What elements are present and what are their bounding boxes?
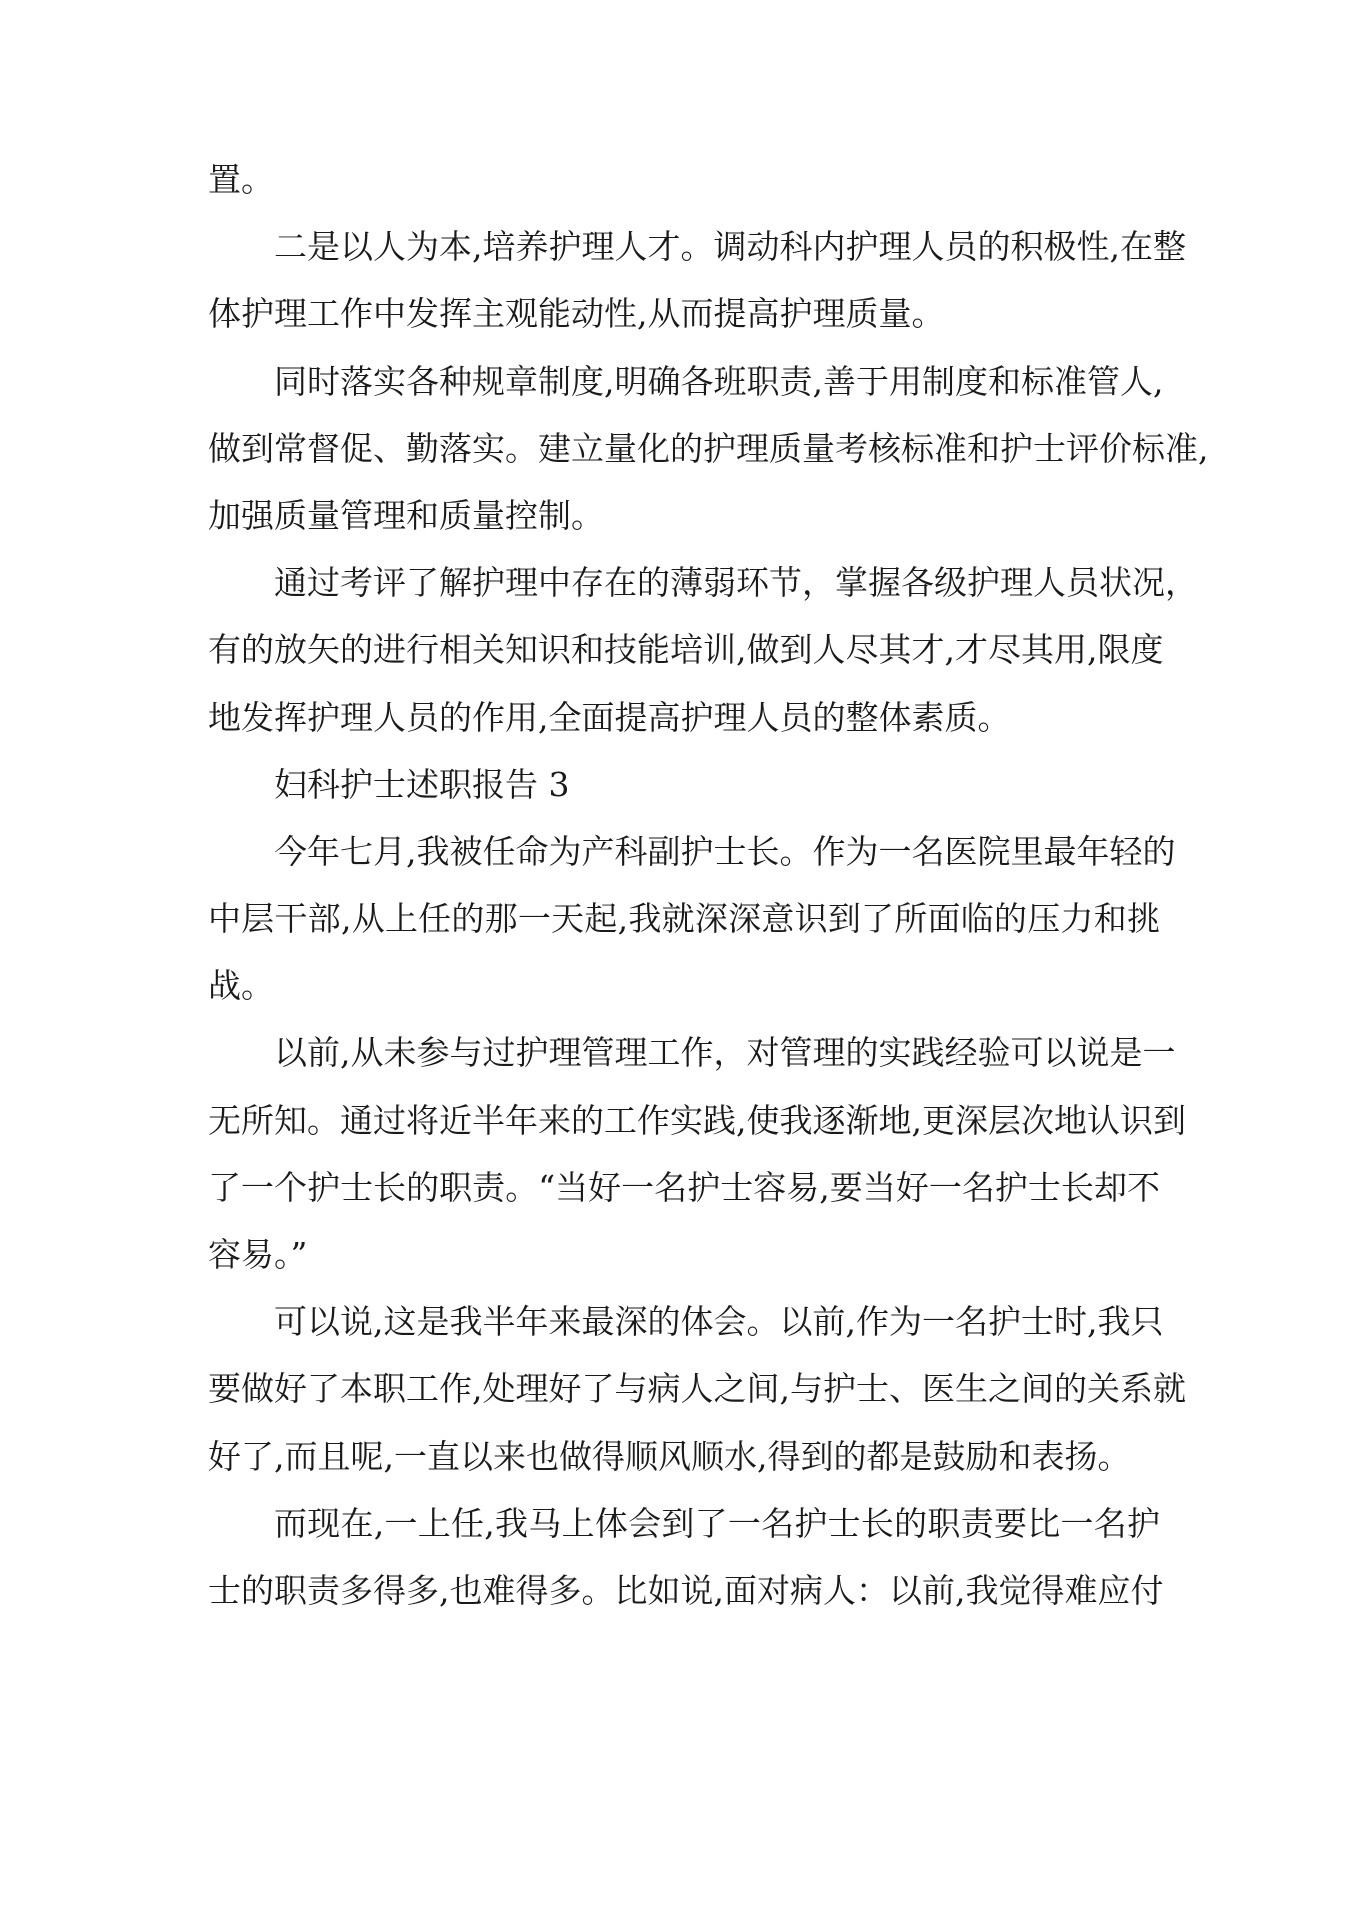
- text-line: 以前,从未参与过护理管理工作，对管理的实践经验可以说是一: [274, 1033, 1176, 1073]
- document-body: [208, 146, 1209, 1624]
- text-line: 无所知。通过将近半年来的工作实践,使我逐渐地,更深层次地认识到: [208, 1100, 1186, 1140]
- text-line: 可以说,这是我半年来最深的体会。以前,作为一名护士时,我只: [274, 1302, 1164, 1342]
- text-line: 了一个护士长的职责。“当好一名护士容易,要当好一名护士长却不: [208, 1167, 1160, 1207]
- text-line: 战。: [208, 966, 274, 1006]
- text-line: 置。: [208, 160, 274, 199]
- text-line: 要做好了本职工作,处理好了与病人之间,与护士、医生之间的关系就: [208, 1369, 1186, 1409]
- text-line: 二是以人为本,培养护理人才。调动科内护理人员的积极性,在整: [274, 227, 1186, 267]
- section-heading: 妇科护士述职报告 3: [274, 764, 570, 804]
- text-line: 好了,而且呢,一直以来也做得顺风顺水,得到的都是鼓励和表扬。: [208, 1436, 1131, 1476]
- text-line: 地发挥护理人员的作用,全面提高护理人员的整体素质。: [208, 697, 1011, 737]
- text-line: 同时落实各种规章制度,明确各班职责,善于用制度和标准管人,: [274, 361, 1164, 401]
- text-line: 士的职责多得多,也难得多。比如说,面对病人：以前,我觉得难应付: [208, 1570, 1164, 1610]
- text-line: 加强质量管理和质量控制。: [208, 495, 604, 535]
- text-line: 今年七月,我被任命为产科副护士长。作为一名医院里最年轻的: [274, 831, 1176, 871]
- text-line: 体护理工作中发挥主观能动性,从而提高护理质量。: [208, 294, 945, 334]
- text-line: 有的放矢的进行相关知识和技能培训,做到人尽其才,才尽其用,限度: [208, 630, 1164, 670]
- text-line: 容易。”: [208, 1235, 308, 1274]
- text-line: 做到常督促、勤落实。建立量化的护理质量考核标准和护士评价标准,: [208, 428, 1209, 468]
- text-line: 通过考评了解护理中存在的薄弱环节，掌握各级护理人员状况，: [274, 563, 1198, 603]
- text-line: 而现在,一上任,我马上体会到了一名护士长的职责要比一名护: [274, 1503, 1160, 1543]
- text-line: 中层干部,从上任的那一天起,我就深深意识到了所面临的压力和挑: [208, 899, 1160, 939]
